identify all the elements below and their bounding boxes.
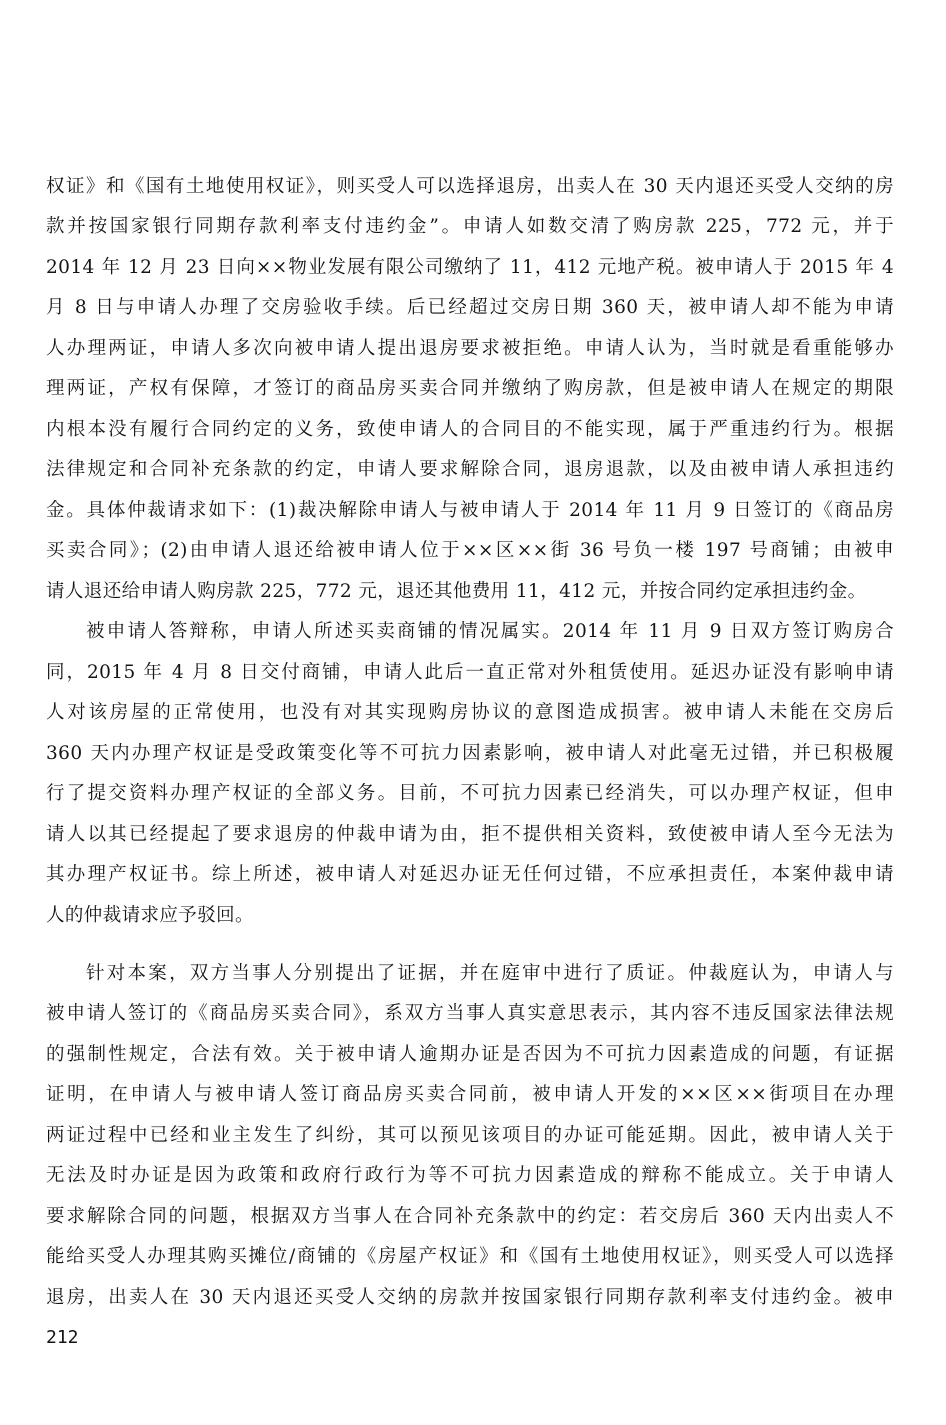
text-line: 人办理两证，申请人多次向被申请人提出退房要求被拒绝。申请人认为，当时就是看重能够办 <box>46 338 894 359</box>
text-line: 金。具体仲裁请求如下：(1)裁决解除申请人与被申请人于 2014 年 11 月 9 日签订的《商品房 <box>46 500 894 521</box>
text-line: 两证过程中已经和业主发生了纠纷，其可以预见该项目的办证可能延期。因此，被申请人关于 <box>46 1125 894 1146</box>
text-line: 被申请人签订的《商品房买卖合同》，系双方当事人真实意思表示，其内容不违反国家法律法规 <box>46 1003 894 1024</box>
text-line: 人的仲裁请求应予驳回。 <box>46 905 254 926</box>
paragraph-first-line: 针对本案，双方当事人分别提出了证据，并在庭审中进行了质证。仲裁庭认为，申请人与 <box>86 963 894 984</box>
text-line: 2014 年 12 月 23 日向××物业发展有限公司缴纳了 11，412 元地产税。被申请人于 2015 年 4 <box>46 257 894 278</box>
text-line: 行了提交资料办理产权证的全部义务。目前，不可抗力因素已经消失，可以办理产权证，但申 <box>46 783 894 804</box>
text-line: 证明，在申请人与被申请人签订商品房买卖合同前，被申请人开发的××区××街项目在办理 <box>46 1084 894 1105</box>
text-line: 请人以其已经提起了要求退房的仲裁申请为由，拒不提供相关资料，致使被申请人至今无法为 <box>46 824 894 845</box>
text-line: 款并按国家银行同期存款利率支付违约金”。申请人如数交清了购房款 225，772 元，并于 <box>46 216 894 237</box>
text-line: 权证》和《国有土地使用权证》，则买受人可以选择退房，出卖人在 30 天内退还买受人交纳的房 <box>46 176 894 197</box>
text-line: 人对该房屋的正常使用，也没有对其实现购房协议的意图造成损害。被申请人未能在交房后 <box>46 702 894 723</box>
text-line: 要求解除合同的问题，根据双方当事人在合同补充条款中的约定：若交房后 360 天内出卖人不 <box>46 1206 894 1227</box>
text-line: 同，2015 年 4 月 8 日交付商铺，申请人此后一直正常对外租赁使用。延迟办证没有影响申请 <box>46 662 894 683</box>
page-number: 212 <box>46 1327 79 1348</box>
text-line: 请人退还给申请人购房款 225，772 元，退还其他费用 11，412 元，并按合同约定承担违约金。 <box>46 581 867 602</box>
text-line: 其办理产权证书。综上所述，被申请人对延迟办证无任何过错，不应承担责任，本案仲裁申请 <box>46 864 894 885</box>
text-line: 能给买受人办理其购买摊位/商铺的《房屋产权证》和《国有土地使用权证》，则买受人可以选择 <box>46 1246 894 1267</box>
text-line: 内根本没有履行合同约定的义务，致使申请人的合同目的不能实现，属于严重违约行为。根据 <box>46 419 894 440</box>
text-line: 退房，出卖人在 30 天内退还买受人交纳的房款并按国家银行同期存款利率支付违约金。被申 <box>46 1287 894 1308</box>
text-line: 无法及时办证是因为政策和政府行政行为等不可抗力因素造成的辩称不能成立。关于申请人 <box>46 1165 894 1186</box>
text-line: 的强制性规定，合法有效。关于被申请人逾期办证是否因为不可抗力因素造成的问题，有证据 <box>46 1044 894 1065</box>
text-line: 法律规定和合同补充条款的约定，申请人要求解除合同，退房退款，以及由被申请人承担违约 <box>46 459 894 480</box>
text-line: 月 8 日与申请人办理了交房验收手续。后已经超过交房日期 360 天，被申请人却不能为申请 <box>46 297 894 318</box>
text-line: 理两证，产权有保障，才签订的商品房买卖合同并缴纳了购房款，但是被申请人在规定的期限 <box>46 378 894 399</box>
text-line: 360 天内办理产权证是受政策变化等不可抗力因素影响，被申请人对此毫无过错，并已积极履 <box>46 743 894 764</box>
text-line: 买卖合同》；(2)由申请人退还给被申请人位于××区××街 36 号负一楼 197 号商铺；由被申 <box>46 540 894 561</box>
paragraph-first-line: 被申请人答辩称，申请人所述买卖商铺的情况属实。2014 年 11 月 9 日双方签订购房合 <box>86 621 894 642</box>
